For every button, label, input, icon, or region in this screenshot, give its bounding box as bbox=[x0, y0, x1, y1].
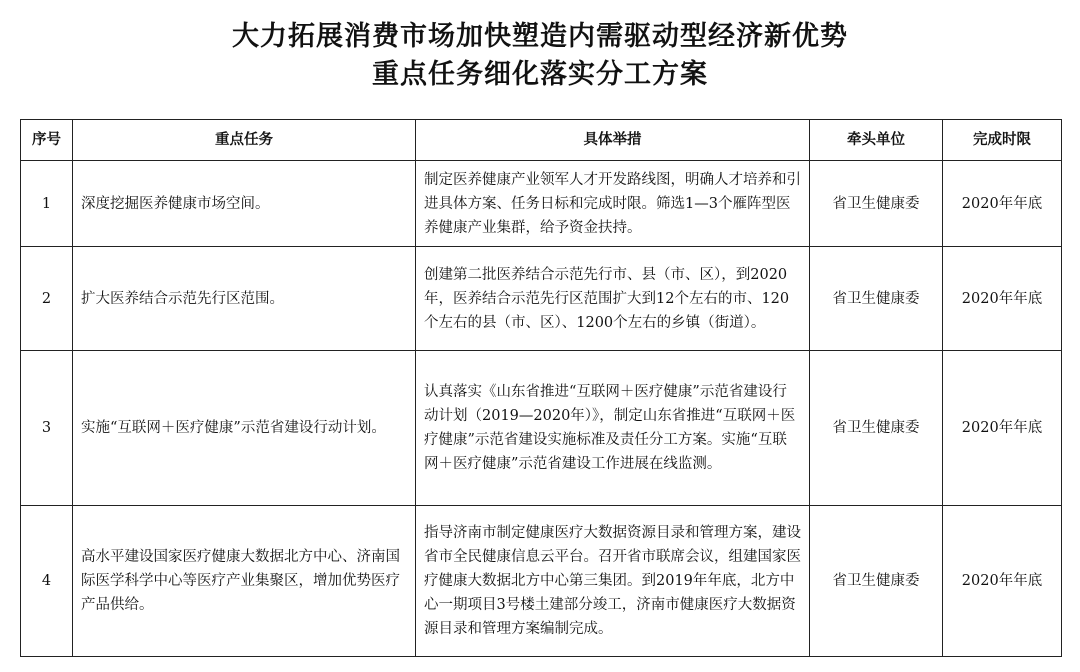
row-number: 1 bbox=[21, 161, 73, 247]
row-number: 3 bbox=[21, 351, 73, 506]
header-lead-unit: 牵头单位 bbox=[810, 120, 943, 161]
row-deadline: 2020年年底 bbox=[943, 351, 1062, 506]
row-lead-unit: 省卫生健康委 bbox=[810, 161, 943, 247]
table-row bbox=[21, 247, 1062, 351]
row-number: 2 bbox=[21, 247, 73, 351]
row-measures: 制定医养健康产业领军人才开发路线图，明确人才培养和引进具体方案、任务日标和完成时限。筛选1—3个雁阵型医养健康产业集群，给予资金扶持。 bbox=[416, 161, 810, 247]
header-deadline: 完成时限 bbox=[943, 120, 1062, 161]
row-lead-unit: 省卫生健康委 bbox=[810, 506, 943, 657]
row-deadline: 2020年年底 bbox=[943, 161, 1062, 247]
row-deadline: 2020年年底 bbox=[943, 506, 1062, 657]
row-task: 扩大医养结合示范先行区范围。 bbox=[73, 247, 416, 351]
task-table bbox=[20, 119, 1062, 657]
header-no: 序号 bbox=[21, 120, 73, 161]
table-header-row bbox=[21, 120, 1062, 161]
table-row bbox=[21, 351, 1062, 506]
row-task: 实施“互联网＋医疗健康”示范省建设行动计划。 bbox=[73, 351, 416, 506]
table-row bbox=[21, 161, 1062, 247]
row-task: 深度挖掘医养健康市场空间。 bbox=[73, 161, 416, 247]
header-measures: 具体举措 bbox=[416, 120, 810, 161]
row-measures: 认真落实《山东省推进“互联网＋医疗健康”示范省建设行动计划（2019—2020年）》，制定山东省推进“互联网＋医疗健康”示范省建设实施标准及责任分工方案。实施“互联网＋医疗健康”示范省建设工作进展在线监测。 bbox=[416, 351, 810, 506]
table-row bbox=[21, 506, 1062, 657]
row-number: 4 bbox=[21, 506, 73, 657]
row-deadline: 2020年年底 bbox=[943, 247, 1062, 351]
header-task: 重点任务 bbox=[73, 120, 416, 161]
title-line-2: 重点任务细化落实分工方案 bbox=[372, 59, 708, 90]
row-task: 高水平建设国家医疗健康大数据北方中心、济南国际医学科学中心等医疗产业集聚区，增加优势医疗产品供给。 bbox=[73, 506, 416, 657]
document-title bbox=[0, 0, 1080, 110]
row-measures: 创建第二批医养结合示范先行市、县（市、区），到2020年，医养结合示范先行区范围扩大到12个左右的市、120个左右的县（市、区）、1200个左右的乡镇（街道）。 bbox=[416, 247, 810, 351]
row-lead-unit: 省卫生健康委 bbox=[810, 247, 943, 351]
row-measures: 指导济南市制定健康医疗大数据资源目录和管理方案，建设省市全民健康信息云平台。召开省市联席会议，组建国家医疗健康大数据北方中心第三集团。到2019年年底，北方中心一期项目3号楼土建部分竣工，济南市健康医疗大数据资源目录和管理方案编制完成。 bbox=[416, 506, 810, 657]
title-line-1: 大力拓展消费市场加快塑造内需驱动型经济新优势 bbox=[232, 21, 848, 52]
row-lead-unit: 省卫生健康委 bbox=[810, 351, 943, 506]
